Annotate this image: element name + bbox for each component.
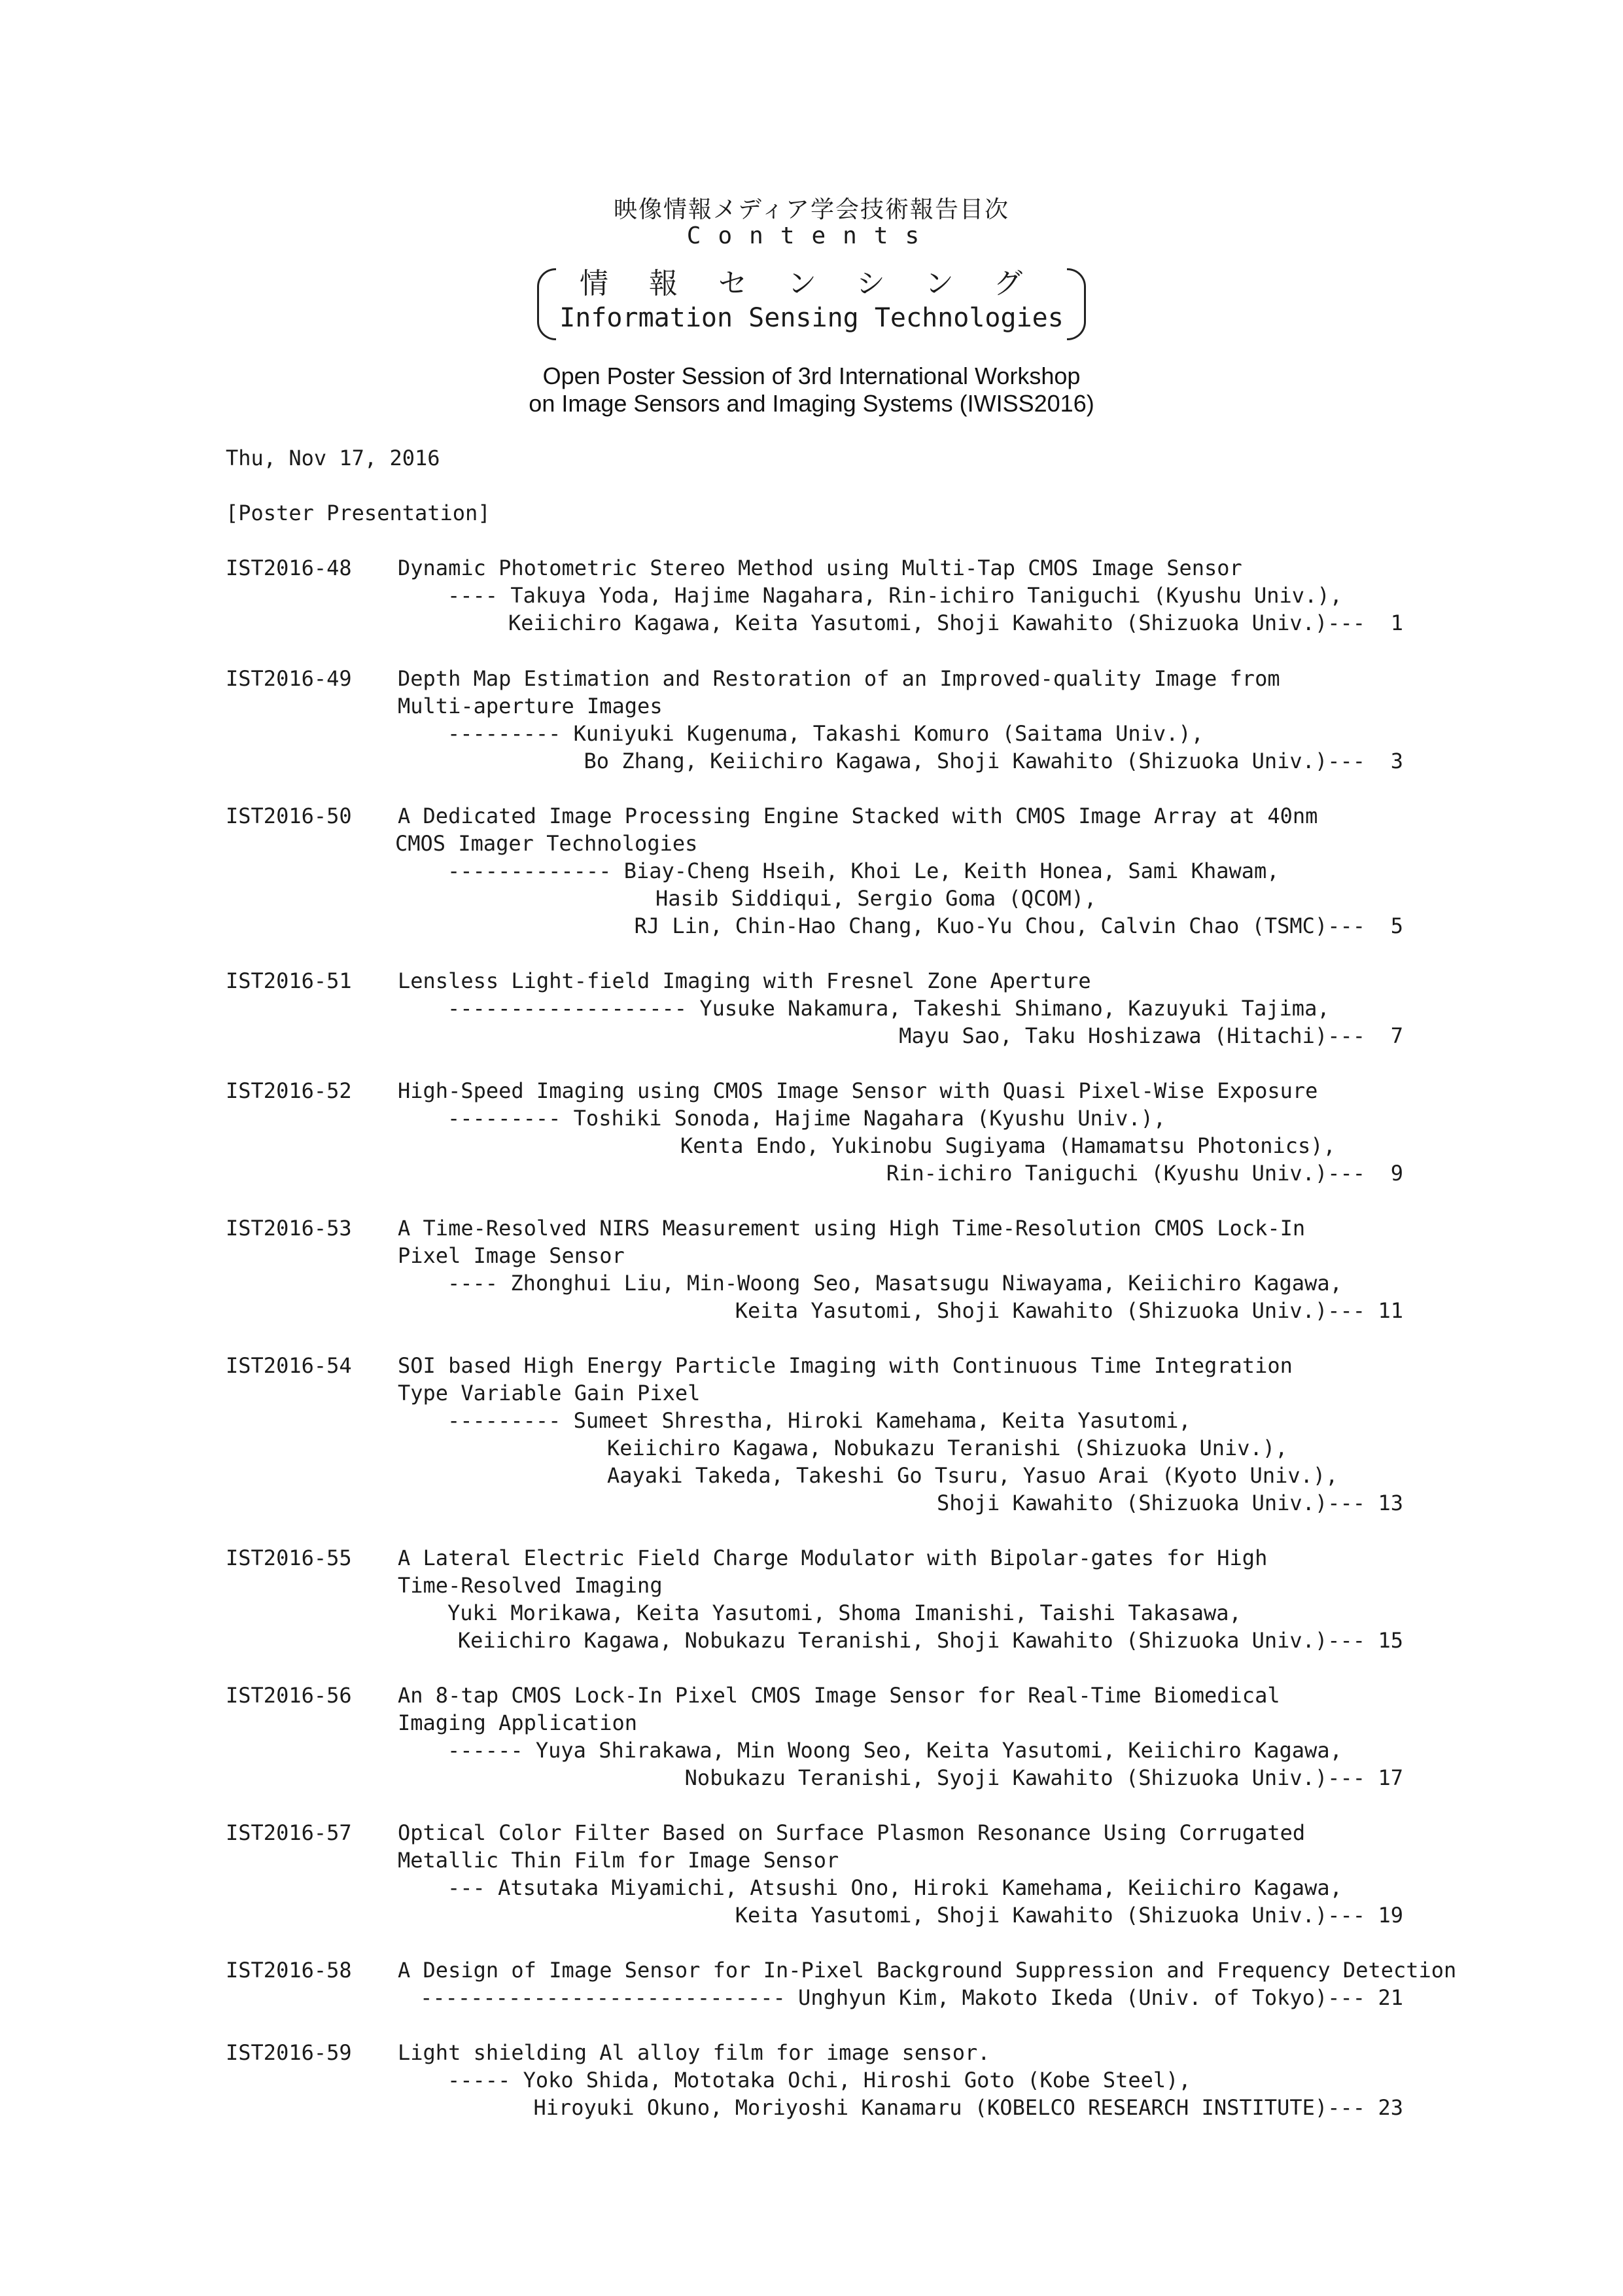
entry-authors: ------ Yuya Shirakawa, Min Woong Seo, Keita Yasutomi, Keiichiro Kagawa, — [447, 1738, 1342, 1763]
entry-authors: --------- Sumeet Shrestha, Hiroki Kamehama, Keita Yasutomi, — [447, 1408, 1191, 1433]
contents-heading: Contents — [686, 222, 937, 249]
entry-authors: ----- Yoko Shida, Mototaka Ochi, Hiroshi Goto (Kobe Steel), — [447, 2068, 1191, 2093]
entry-id: IST2016-59 — [226, 2040, 352, 2065]
page-number: 1 — [1390, 610, 1403, 635]
entry-title: Depth Map Estimation and Restoration of an Improved-quality Image from — [398, 666, 1280, 691]
entry-id: IST2016-52 — [226, 1078, 352, 1103]
entry-id: IST2016-55 — [226, 1545, 352, 1570]
page-number: 19 — [1378, 1903, 1403, 1928]
entry-authors: Aayaki Takeda, Takeshi Go Tsuru, Yasuo Arai (Kyoto Univ.), — [607, 1463, 1338, 1488]
entry-authors: Hasib Siddiqui, Sergio Goma (QCOM), — [655, 886, 1097, 911]
entry-authors-last: RJ Lin, Chin-Hao Chang, Kuo-Yu Chou, Calvin Chao (TSMC)--- 5 — [634, 913, 1403, 938]
entry-authors: ---- Takuya Yoda, Hajime Nagahara, Rin-ichiro Taniguchi (Kyushu Univ.), — [447, 583, 1342, 608]
entry-authors: --- Atsutaka Miyamichi, Atsushi Ono, Hiroki Kamehama, Keiichiro Kagawa, — [447, 1875, 1342, 1900]
session-title-line2: on Image Sensors and Imaging Systems (IWISS2016) — [529, 390, 1094, 417]
page-number: 11 — [1378, 1298, 1403, 1323]
entry-title: SOI based High Energy Particle Imaging with Continuous Time Integration — [398, 1353, 1293, 1378]
section-heading: [Poster Presentation] — [226, 501, 491, 525]
entry-title: Imaging Application — [398, 1710, 638, 1735]
entry-title: A Design of Image Sensor for In-Pixel Background Suppression and Frequency Detection — [398, 1958, 1457, 1983]
entry-id: IST2016-48 — [226, 556, 352, 580]
entry-authors: ------------- Biay-Cheng Hseih, Khoi Le, Keith Honea, Sami Khawam, — [447, 858, 1280, 883]
entry-id: IST2016-51 — [226, 968, 352, 993]
topic-block — [0, 267, 1623, 335]
entry-id: IST2016-53 — [226, 1216, 352, 1241]
entry-authors-last: ----------------------------- Unghyun Kim, Makoto Ikeda (Univ. of Tokyo)--- 21 — [420, 1985, 1403, 2010]
left-bracket — [537, 268, 556, 340]
entry-title: Pixel Image Sensor — [398, 1243, 625, 1268]
entry-authors-last: Keiichiro Kagawa, Keita Yasutomi, Shoji Kawahito (Shizuoka Univ.)--- 1 — [508, 610, 1403, 635]
entry-authors-last: Keiichiro Kagawa, Nobukazu Teranishi, Shoji Kawahito (Shizuoka Univ.)--- 15 — [457, 1628, 1403, 1653]
entry-authors-last: Keita Yasutomi, Shoji Kawahito (Shizuoka Univ.)--- 19 — [735, 1903, 1403, 1928]
entry-authors: ---- Zhonghui Liu, Min-Woong Seo, Masatsugu Niwayama, Keiichiro Kagawa, — [447, 1271, 1342, 1296]
session-date: Thu, Nov 17, 2016 — [226, 446, 440, 470]
entry-title: Time-Resolved Imaging — [398, 1573, 663, 1598]
entry-authors: Kenta Endo, Yukinobu Sugiyama (Hamamatsu Photonics), — [680, 1133, 1336, 1158]
session-title-line1: Open Poster Session of 3rd International Workshop — [542, 362, 1081, 389]
page-number: 23 — [1378, 2095, 1403, 2120]
entry-authors-last: Rin-ichiro Taniguchi (Kyushu Univ.)--- 9 — [886, 1161, 1403, 1186]
right-bracket — [1067, 268, 1086, 340]
entry-id: IST2016-57 — [226, 1820, 352, 1845]
entry-authors-last: Bo Zhang, Keiichiro Kagawa, Shoji Kawahito (Shizuoka Univ.)--- 3 — [584, 749, 1403, 773]
entry-title: Metallic Thin Film for Image Sensor — [398, 1848, 839, 1873]
entry-title: CMOS Imager Technologies — [395, 831, 698, 856]
topic-japanese: 情報センシング — [580, 267, 1063, 300]
entry-id: IST2016-54 — [226, 1353, 352, 1378]
page-number: 5 — [1390, 913, 1403, 938]
entry-id: IST2016-58 — [226, 1958, 352, 1983]
entry-id: IST2016-50 — [226, 804, 352, 828]
entry-title: Optical Color Filter Based on Surface Plasmon Resonance Using Corrugated — [398, 1820, 1306, 1845]
entry-authors-last: Shoji Kawahito (Shizuoka Univ.)--- 13 — [936, 1491, 1403, 1515]
entry-title: High-Speed Imaging using CMOS Image Sensor with Quasi Pixel-Wise Exposure — [398, 1078, 1318, 1103]
entry-authors: Yuki Morikawa, Keita Yasutomi, Shoma Imanishi, Taishi Takasawa, — [447, 1600, 1242, 1625]
page-number: 3 — [1390, 749, 1403, 773]
entry-authors: Keiichiro Kagawa, Nobukazu Teranishi (Shizuoka Univ.), — [607, 1436, 1288, 1460]
entry-title: A Lateral Electric Field Charge Modulator with Bipolar-gates for High — [398, 1545, 1268, 1570]
topic-english: Information Sensing Technologies — [559, 303, 1064, 333]
page-number: 7 — [1390, 1023, 1403, 1048]
page-number: 17 — [1378, 1765, 1403, 1790]
page-number: 21 — [1378, 1985, 1403, 2010]
entry-title: Type Variable Gain Pixel — [398, 1381, 701, 1405]
entry-id: IST2016-49 — [226, 666, 352, 691]
page-number: 13 — [1378, 1491, 1403, 1515]
entry-title: An 8-tap CMOS Lock-In Pixel CMOS Image Sensor for Real-Time Biomedical — [398, 1683, 1280, 1708]
journal-title: 映像情報メディア学会技術報告目次 — [613, 196, 1010, 223]
page-number: 15 — [1378, 1628, 1403, 1653]
entry-title: A Time-Resolved NIRS Measurement using High Time-Resolution CMOS Lock-In — [398, 1216, 1306, 1241]
entry-authors-last: Keita Yasutomi, Shoji Kawahito (Shizuoka Univ.)--- 11 — [735, 1298, 1403, 1323]
entry-title: Dynamic Photometric Stereo Method using Multi-Tap CMOS Image Sensor — [398, 556, 1242, 580]
entry-authors-last: Mayu Sao, Taku Hoshizawa (Hitachi)--- 7 — [899, 1023, 1403, 1048]
page-number: 9 — [1390, 1161, 1403, 1186]
entry-title: Lensless Light-field Imaging with Fresnel Zone Aperture — [398, 968, 1091, 993]
entry-authors-last: Hiroyuki Okuno, Moriyoshi Kanamaru (KOBELCO RESEARCH INSTITUTE)--- 23 — [533, 2095, 1403, 2120]
entry-title: A Dedicated Image Processing Engine Stacked with CMOS Image Array at 40nm — [398, 804, 1318, 828]
entry-authors: --------- Kuniyuki Kugenuma, Takashi Komuro (Saitama Univ.), — [447, 721, 1204, 746]
entry-authors: --------- Toshiki Sonoda, Hajime Nagahara (Kyushu Univ.), — [447, 1106, 1166, 1131]
entry-title: Light shielding Al alloy film for image sensor. — [398, 2040, 990, 2065]
entry-authors-last: Nobukazu Teranishi, Syoji Kawahito (Shizuoka Univ.)--- 17 — [684, 1765, 1403, 1790]
entry-authors: ------------------- Yusuke Nakamura, Takeshi Shimano, Kazuyuki Tajima, — [447, 996, 1330, 1021]
entry-id: IST2016-56 — [226, 1683, 352, 1708]
entry-title: Multi-aperture Images — [398, 694, 663, 718]
